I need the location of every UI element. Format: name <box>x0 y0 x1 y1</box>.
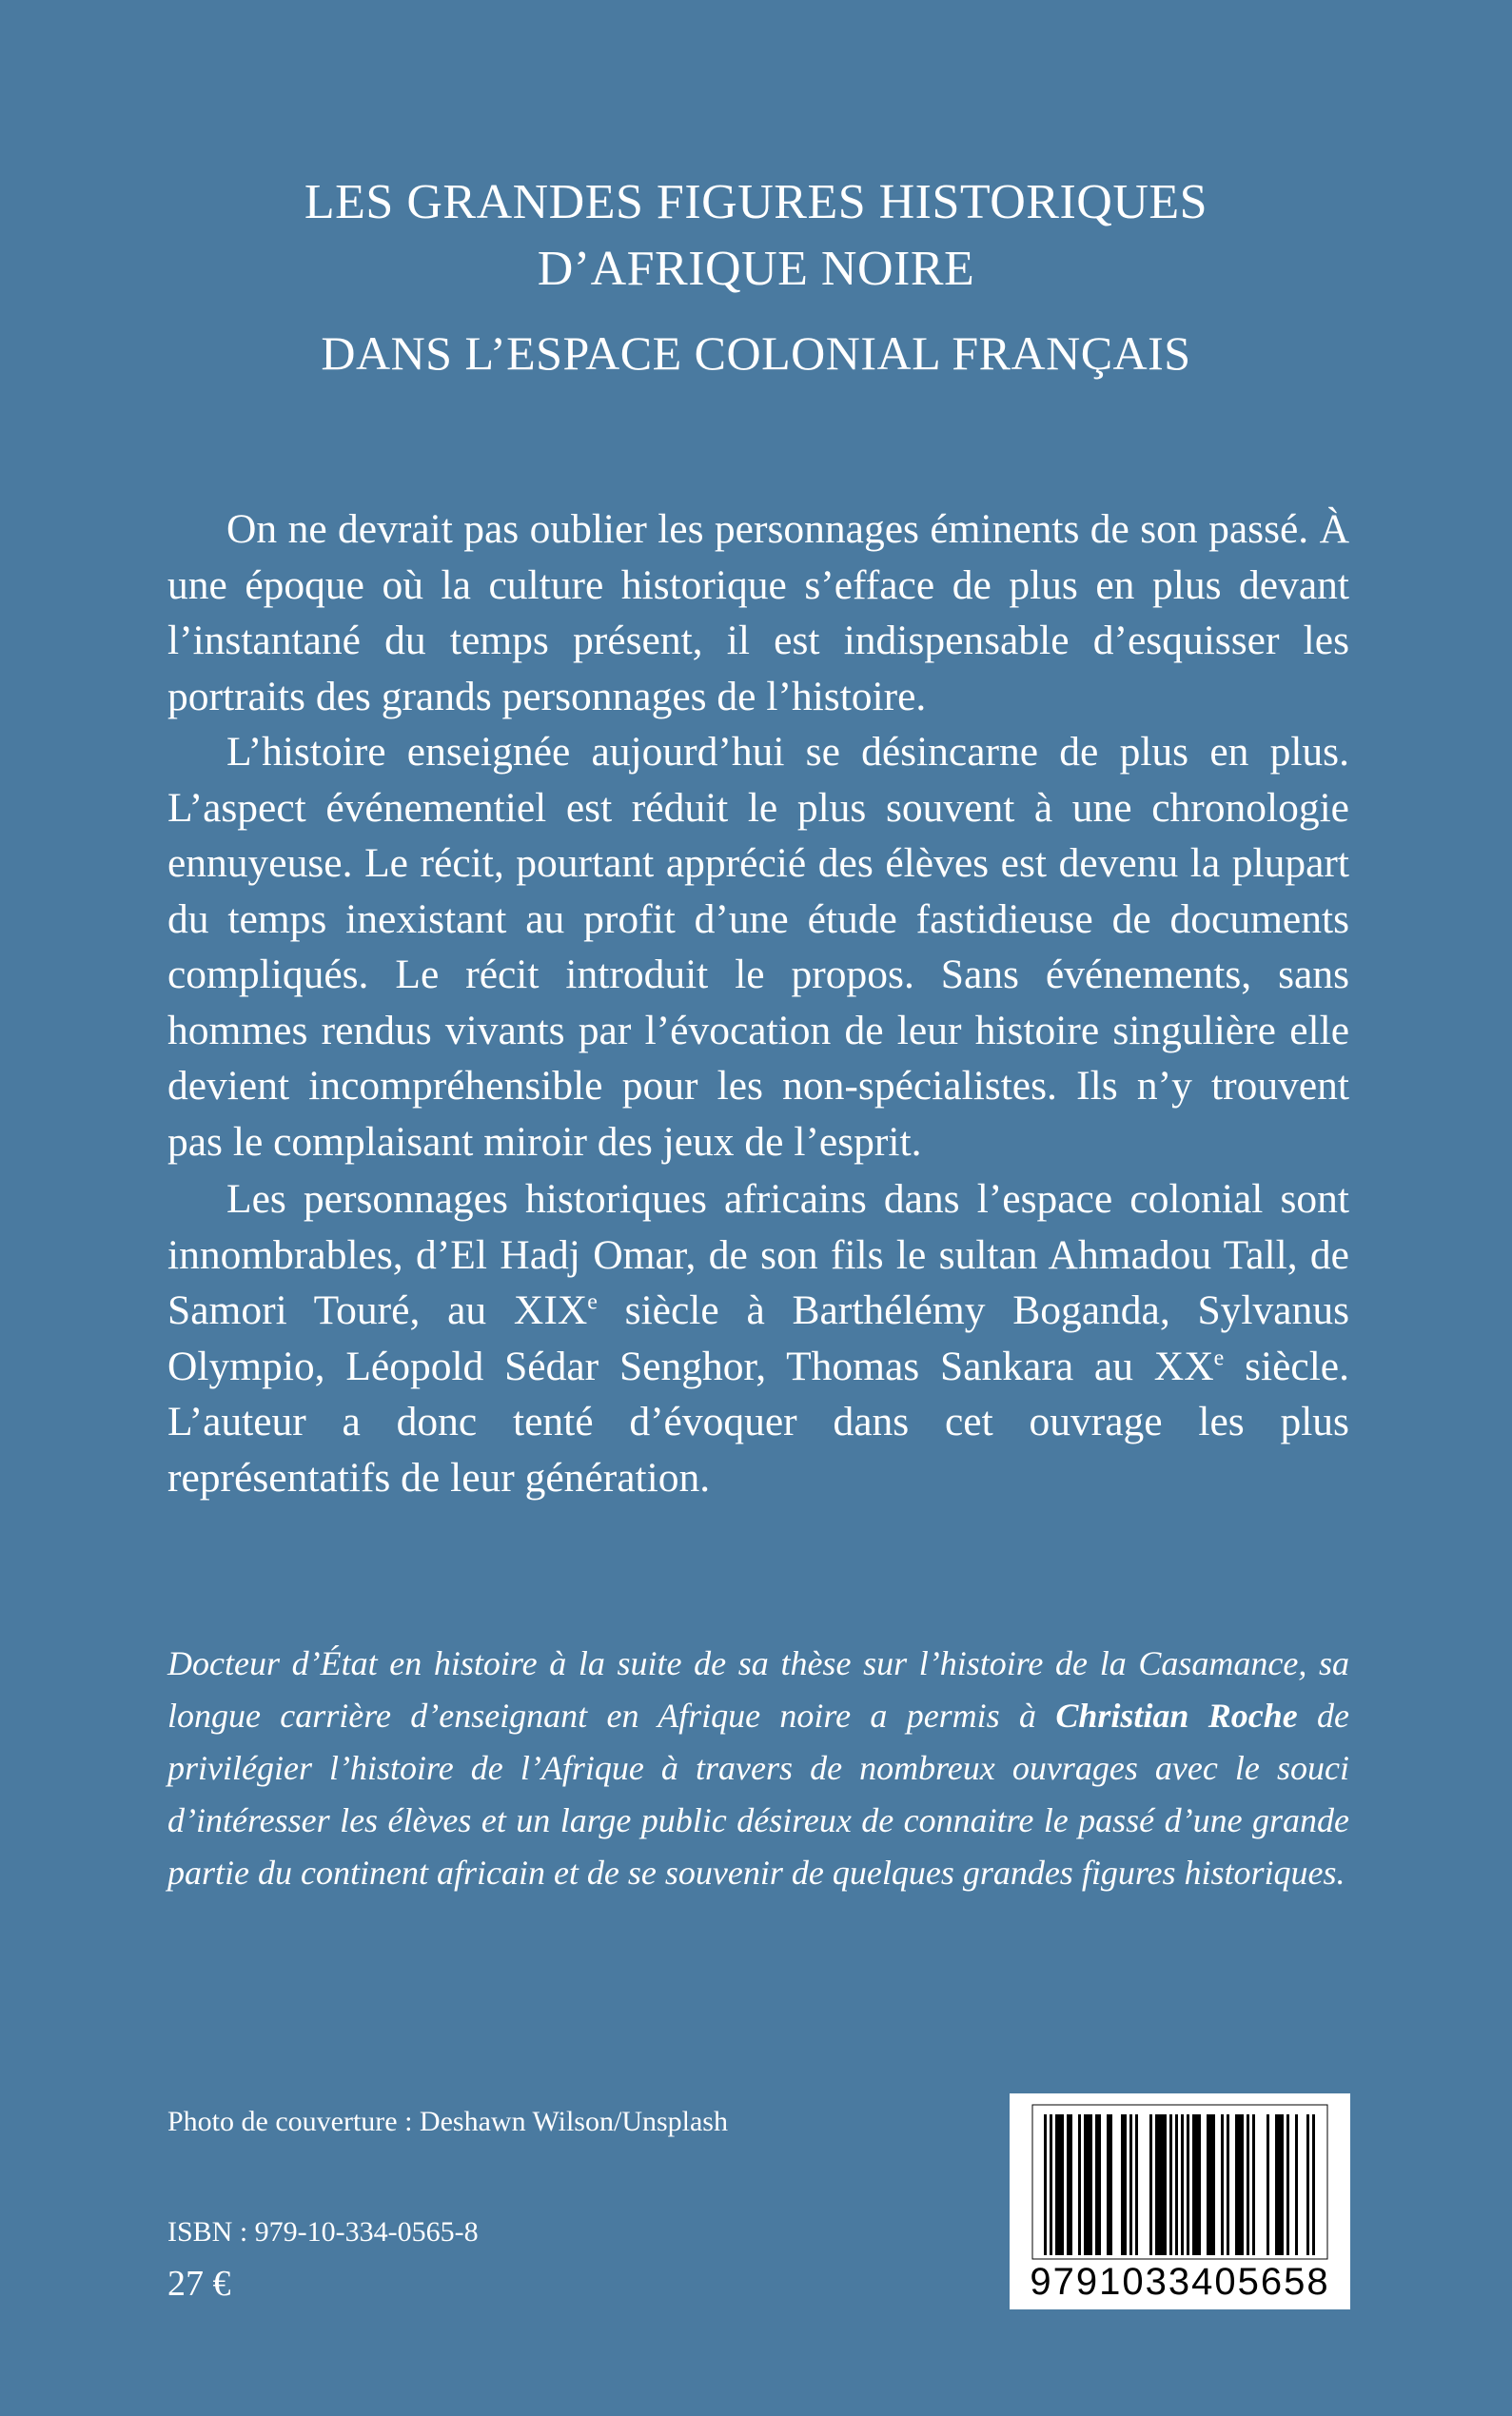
barcode-bars <box>1010 2093 1350 2265</box>
barcode-bar <box>1212 2114 1215 2255</box>
barcode-bar <box>1067 2114 1070 2255</box>
description-paragraph-3 <box>167 1171 1349 1505</box>
barcode-bar <box>1198 2114 1201 2255</box>
barcode-bar <box>1247 2114 1249 2255</box>
barcode-bar <box>1095 2114 1098 2255</box>
barcode-bar <box>1109 2114 1112 2255</box>
paragraph-segment: Les personnages historiques africains dans l’espace colonial sont innombrables, d’El Hadj Omar, de son fils le sultan Ahmadou Tall, de Samori Touré, au XIX <box>167 1176 1349 1333</box>
paragraph-text <box>167 1171 1349 1505</box>
barcode-bar <box>1238 2114 1241 2255</box>
barcode-bar <box>1181 2114 1184 2255</box>
paragraph-segment: siècle à Barthélémy Boganda, Sylvanus Olympio, Léopold Sédar Senghor, Thomas Sankara au XX <box>167 1287 1350 1389</box>
barcode-bar <box>1135 2114 1138 2255</box>
barcode-bar <box>1061 2114 1064 2255</box>
paragraph-text: L’histoire enseignée aujourd’hui se désincarne de plus en plus. L’aspect événementiel est réduit le plus souvent à une chronologie ennuyeuse. Le récit, pourtant apprécié des élèves est devenu la plupart du temps inexistant au profit d’une étude fastidieuse de documents compliqués. Le récit introduit le propos. Sans événements, sans hommes rendus vivants par l’évocation de leur histoire singulière elle devient incompréhensible pour les non-spécialistes. Ils n’y trouvent pas le complaisant miroir des jeux de l’esprit. <box>167 729 1349 1165</box>
barcode-bar <box>1169 2114 1172 2255</box>
paragraph-text: On ne devrait pas oublier les personnages éminents de son passé. À une époque où la culture historique s’efface de plus en plus devant l’instantané du temps présent, il est indispensable d’esquisser les portraits des grands personnages de l’histoire. <box>167 506 1349 719</box>
barcode-bar <box>1155 2114 1158 2255</box>
photo-credit: Photo de couverture : Deshawn Wilson/Unsplash <box>167 2106 728 2137</box>
barcode-bar <box>1192 2114 1195 2255</box>
barcode-bar <box>1195 2114 1198 2255</box>
barcode-bar <box>1121 2114 1124 2255</box>
barcode-bar <box>1267 2114 1269 2255</box>
barcode-bar <box>1129 2114 1132 2255</box>
barcode-bar <box>1070 2114 1072 2255</box>
barcode <box>1010 2093 1350 2309</box>
barcode-bar <box>1058 2114 1061 2255</box>
bio-text: Docteur d’État en histoire à la suite de sa thèse sur l’histoire de la Casamance, sa longue carrière d’enseignant en Afrique noire a permis à <box>167 1644 1349 1735</box>
barcode-bar <box>1124 2114 1127 2255</box>
barcode-digits: 9791033405658 <box>1030 2261 1330 2303</box>
book-title-line1: LES GRANDES FIGURES HISTORIQUES <box>304 175 1208 229</box>
barcode-bar <box>1209 2114 1212 2255</box>
book-subtitle: DANS L’ESPACE COLONIAL FRANÇAIS <box>321 326 1191 380</box>
isbn: ISBN : 979-10-334-0565-8 <box>167 2216 479 2248</box>
barcode-bar <box>1312 2114 1315 2255</box>
barcode-bar <box>1098 2114 1101 2255</box>
paragraph-segment: siècle. L’auteur a donc tenté d’évoquer dans cet ouvrage les plus représentatifs de leur génération. <box>167 1343 1349 1501</box>
barcode-bar <box>1275 2114 1278 2255</box>
superscript: e <box>1213 1345 1225 1370</box>
barcode-bar <box>1235 2114 1238 2255</box>
author-name: Christian Roche <box>1055 1697 1298 1735</box>
barcode-bar <box>1175 2114 1178 2255</box>
book-title-line2: D’AFRIQUE NOIRE <box>537 242 975 296</box>
barcode-bar <box>1221 2114 1224 2255</box>
barcode-bar <box>1084 2114 1087 2255</box>
author-bio <box>167 1638 1349 1899</box>
description-paragraph-2 <box>167 724 1349 1169</box>
barcode-bar <box>1207 2114 1209 2255</box>
barcode-bar <box>1050 2114 1052 2255</box>
barcode-bar <box>1295 2114 1298 2255</box>
bio-text: de privilégier l’histoire de l’Afrique à travers de nombreux ouvrages avec le souci d’intéresser les élèves et un large public désireux de connaitre le passé d’une grande partie du continent africain et de se souvenir de quelques grandes figures historiques. <box>167 1697 1349 1892</box>
description-paragraph-1 <box>167 501 1349 724</box>
barcode-bar <box>1078 2114 1081 2255</box>
barcode-bar <box>1227 2114 1229 2255</box>
barcode-bar <box>1278 2114 1281 2255</box>
barcode-bar <box>1164 2114 1167 2255</box>
barcode-bar <box>1187 2114 1189 2255</box>
barcode-bar <box>1286 2114 1289 2255</box>
barcode-bar <box>1158 2114 1161 2255</box>
barcode-bar <box>1306 2114 1309 2255</box>
barcode-bar <box>1044 2114 1047 2255</box>
price: 27 € <box>167 2264 231 2304</box>
barcode-bar <box>1107 2114 1109 2255</box>
barcode-bar <box>1149 2114 1152 2255</box>
barcode-bar <box>1090 2114 1092 2255</box>
barcode-bar <box>1252 2114 1255 2255</box>
superscript: e <box>587 1289 598 1315</box>
barcode-bar <box>1161 2114 1164 2255</box>
barcode-bar <box>1241 2114 1244 2255</box>
barcode-bar <box>1281 2114 1284 2255</box>
barcode-bar <box>1087 2114 1090 2255</box>
barcode-bar <box>1055 2114 1058 2255</box>
